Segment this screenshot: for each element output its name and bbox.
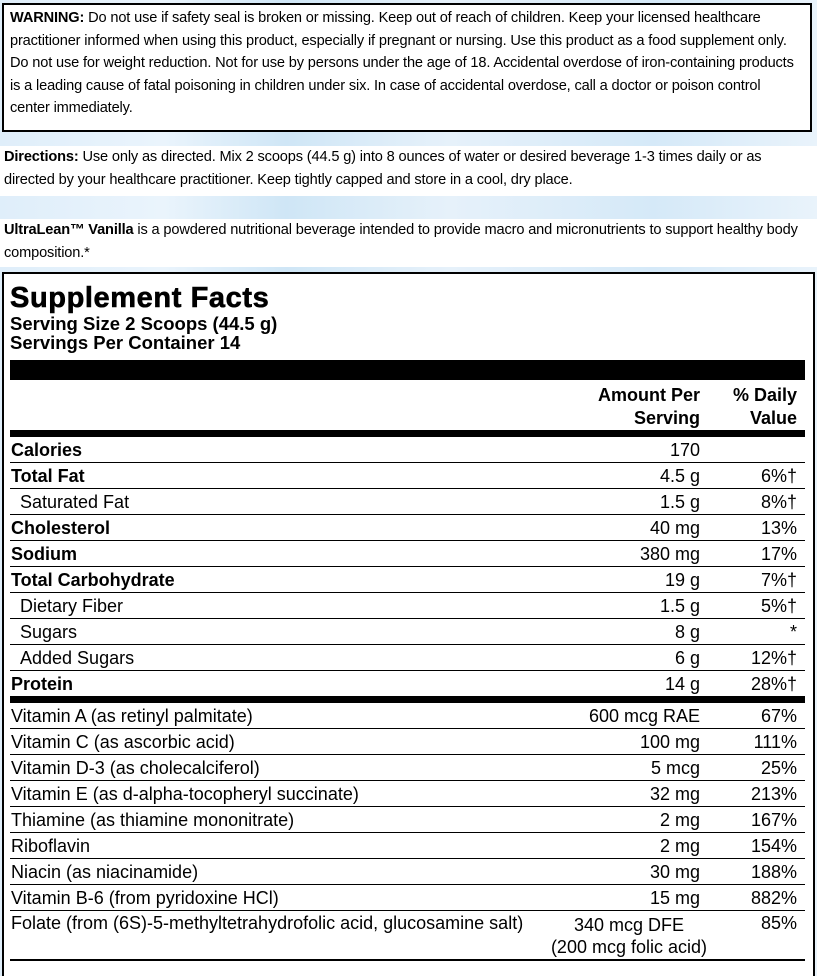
nutrient-name: Protein xyxy=(11,674,74,694)
serving-size: Serving Size 2 Scoops (44.5 g) xyxy=(10,313,278,334)
nutrient-name: Vitamin E (as d-alpha-tocopheryl succinate) xyxy=(11,784,359,804)
nutrient-amount: 30 mg xyxy=(649,862,700,882)
table-row xyxy=(10,703,805,729)
table-row xyxy=(10,729,805,755)
nutrient-dv: 188% xyxy=(750,862,797,882)
nutrient-name: Sugars xyxy=(20,622,78,642)
nutrient-amount: 32 mg xyxy=(649,784,700,804)
table-row xyxy=(10,463,805,489)
nutrient-name: Thiamine (as thiamine mononitrate) xyxy=(11,810,295,830)
nutrient-amount: 2 mg xyxy=(659,810,700,830)
table-row xyxy=(10,515,805,541)
nutrient-dv: 17% xyxy=(760,544,797,564)
nutrient-amount: 14 g xyxy=(664,674,700,694)
table-row xyxy=(10,807,805,833)
nutrient-amount-line-2: (200 mcg folic acid) xyxy=(550,937,707,957)
nutrient-name: Dietary Fiber xyxy=(20,596,124,616)
dv-header-line-1: % Daily xyxy=(732,385,797,405)
nutrient-amount: 19 g xyxy=(664,570,700,590)
nutrient-name: Saturated Fat xyxy=(20,492,130,512)
nutrient-name: Total Fat xyxy=(11,466,85,486)
table-row xyxy=(10,859,805,885)
nutrient-amount: 170 xyxy=(669,440,700,460)
nutrient-dv: 167% xyxy=(750,810,797,830)
nutrient-amount: 100 mg xyxy=(639,732,700,752)
nutrient-name: Cholesterol xyxy=(11,518,111,538)
dv-header-line-2: Value xyxy=(749,408,797,428)
warning-box xyxy=(2,3,812,132)
nutrient-dv: 85% xyxy=(760,913,797,933)
nutrient-dv: 882% xyxy=(750,888,797,908)
table-row xyxy=(10,911,805,961)
facts-title: Supplement Facts xyxy=(10,282,270,314)
table-row xyxy=(10,593,805,619)
directions-block xyxy=(0,146,817,196)
nutrient-dv: 8%† xyxy=(760,492,797,512)
nutrient-name: Folate (from (6S)-5-methyltetrahydrofolic acid, glucosamine salt) xyxy=(11,913,524,933)
nutrient-name: Riboflavin xyxy=(11,836,91,856)
nutrient-amount: 6 g xyxy=(674,648,700,668)
table-row xyxy=(10,489,805,515)
nutrient-amount: 380 mg xyxy=(639,544,700,564)
nutrient-name: Vitamin A (as retinyl palmitate) xyxy=(11,706,253,726)
table-row xyxy=(10,885,805,911)
nutrient-dv: 213% xyxy=(750,784,797,804)
nutrient-name: Vitamin C (as ascorbic acid) xyxy=(11,732,235,752)
nutrient-name: Sodium xyxy=(11,544,77,564)
nutrient-dv: 154% xyxy=(750,836,797,856)
nutrient-dv: 6%† xyxy=(760,466,797,486)
nutrient-name: Niacin (as niacinamide) xyxy=(11,862,199,882)
table-row xyxy=(10,437,805,463)
directions-text: Use only as directed. Mix 2 scoops (44.5 g) into 8 ounces of water or desired beverage 1-3 times daily or as directed by your healthcare practitioner. Keep tightly capped and store in a cool, dry place. xyxy=(4,149,762,188)
facts-divider-bar xyxy=(10,360,805,380)
nutrient-amount: 8 g xyxy=(674,622,700,642)
nutrient-dv: 7%† xyxy=(760,570,797,590)
nutrient-dv: * xyxy=(789,622,797,642)
nutrient-amount: 1.5 g xyxy=(659,596,700,616)
amount-header-line-1: Amount Per xyxy=(597,385,700,405)
nutrient-amount: 15 mg xyxy=(649,888,700,908)
table-row xyxy=(10,567,805,593)
nutrient-name: Total Carbohydrate xyxy=(11,570,175,590)
product-description xyxy=(0,219,817,267)
nutrient-amount: 4.5 g xyxy=(659,466,700,486)
nutrient-amount: 2 mg xyxy=(659,836,700,856)
nutrient-amount: 600 mcg RAE xyxy=(588,706,700,726)
nutrient-dv: 28%† xyxy=(750,674,797,694)
nutrient-amount: 1.5 g xyxy=(659,492,700,512)
nutrient-dv: 12%† xyxy=(750,648,797,668)
product-text: is a powdered nutritional beverage intended to provide macro and micronutrients to support healthy body composition.* xyxy=(4,222,798,261)
product-name: UltraLean™ Vanilla xyxy=(4,222,134,238)
nutrient-dv: 25% xyxy=(760,758,797,778)
table-row xyxy=(10,619,805,645)
table-row xyxy=(10,541,805,567)
nutrient-dv: 5%† xyxy=(760,596,797,616)
amount-header-line-2: Serving xyxy=(633,408,700,428)
nutrient-dv: 13% xyxy=(760,518,797,538)
nutrient-amount: 40 mg xyxy=(649,518,700,538)
nutrient-dv: 67% xyxy=(760,706,797,726)
table-row xyxy=(10,755,805,781)
dv-header xyxy=(707,384,797,430)
nutrient-name: Calories xyxy=(11,440,83,460)
nutrient-name: Added Sugars xyxy=(20,648,135,668)
nutrient-name: Vitamin B-6 (from pyridoxine HCl) xyxy=(11,888,279,908)
table-row xyxy=(10,781,805,807)
nutrient-dv: 111% xyxy=(753,732,797,752)
table-row xyxy=(10,671,805,703)
table-row xyxy=(10,833,805,859)
table-row xyxy=(10,645,805,671)
warning-text: Do not use if safety seal is broken or missing. Keep out of reach of children. Keep your licensed healthcare practitioner informed when using this product, especially if pregnant or nursing. Use this product as a food supplement only. Do not use for weight reduction. Not for use by persons under the age of 18. Accidental overdose of iron-containing products is a leading cause of fatal poisoning in children under six. In case of accidental overdose, call a doctor or poison control center immediately. xyxy=(10,10,794,117)
amount-header xyxy=(580,384,700,430)
facts-header xyxy=(10,380,805,437)
servings-per-container: Servings Per Container 14 xyxy=(10,332,241,353)
nutrient-amount-line-1: 340 mcg DFE xyxy=(573,915,684,935)
directions-label: Directions: xyxy=(4,149,79,165)
supplement-facts-panel xyxy=(2,272,815,976)
nutrient-amount: 5 mcg xyxy=(650,758,700,778)
nutrient-amount xyxy=(551,914,707,958)
warning-label: WARNING: xyxy=(10,10,85,26)
nutrient-name: Vitamin D-3 (as cholecalciferol) xyxy=(11,758,260,778)
